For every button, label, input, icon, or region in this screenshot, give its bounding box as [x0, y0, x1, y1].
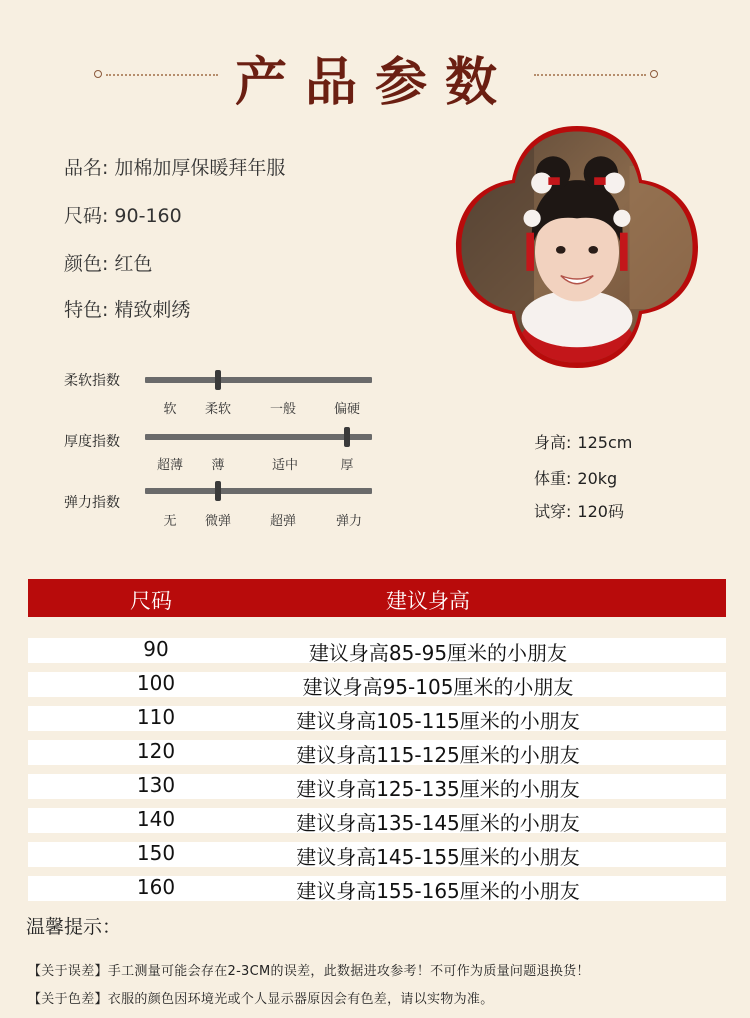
size-cell: 90: [143, 637, 169, 661]
table-row: [28, 638, 726, 663]
model-trial-value: 120码: [577, 502, 624, 521]
product-name-label: 品名:: [64, 157, 109, 179]
thickness-option: 薄: [211, 458, 225, 473]
model-trial-label: 试穿:: [534, 502, 572, 521]
size-cell: 150: [136, 841, 176, 865]
product-feature-value: 精致刺绣: [114, 299, 191, 321]
table-row: [28, 774, 726, 799]
table-row: [28, 876, 726, 901]
thickness-option: 适中: [271, 458, 299, 473]
model-trial-size: [534, 499, 624, 522]
size-cell: 110: [136, 705, 176, 729]
softness-option: 一般: [269, 402, 297, 417]
size-cell: 160: [136, 875, 176, 899]
height-cell: 建议身高115-125厘米的小朋友: [296, 743, 580, 767]
page-title: 产品参数: [234, 52, 515, 113]
product-color-label: 颜色:: [64, 253, 109, 275]
height-cell: 建议身高95-105厘米的小朋友: [302, 675, 574, 699]
tips-title: 温馨提示：: [26, 916, 122, 938]
table-row: [28, 740, 726, 765]
height-cell: 建议身高145-155厘米的小朋友: [296, 845, 580, 869]
model-weight-value: 20kg: [577, 469, 618, 488]
size-cell: 140: [136, 807, 176, 831]
thickness-index-track: [145, 434, 372, 440]
model-photo: [452, 122, 702, 372]
table-row: [28, 706, 726, 731]
model-height: [534, 430, 632, 453]
product-size-value: 90-160: [114, 205, 182, 227]
model-weight: [534, 466, 617, 489]
product-size-row: [64, 201, 182, 228]
table-row: [28, 808, 726, 833]
softness-index-marker: [215, 370, 221, 390]
elasticity-index-marker: [215, 481, 221, 501]
model-height-label: 身高:: [534, 433, 572, 452]
elasticity-option: 微弹: [204, 514, 232, 529]
elasticity-option: 超弹: [269, 514, 297, 529]
product-name-value: 加棉加厚保暖拜年服: [114, 157, 286, 179]
height-cell: 建议身高135-145厘米的小朋友: [296, 811, 580, 835]
product-color-value: 红色: [114, 253, 153, 275]
elasticity-index-track: [145, 488, 372, 494]
softness-index-track: [145, 377, 372, 383]
size-column-header: 尺码: [130, 589, 172, 613]
product-size-label: 尺码:: [64, 205, 109, 227]
height-cell: 建议身高125-135厘米的小朋友: [296, 777, 580, 801]
height-column-header: 建议身高: [386, 589, 470, 613]
product-feature-row: [64, 295, 190, 322]
product-color-row: [64, 249, 152, 276]
table-row: [28, 672, 726, 697]
height-cell: 建议身高105-115厘米的小朋友: [296, 709, 580, 733]
size-cell: 100: [136, 671, 176, 695]
size-table-header: [28, 579, 726, 617]
softness-option: 偏硬: [333, 402, 361, 417]
softness-option: 软: [163, 402, 177, 417]
title-decoration-right: [534, 71, 658, 77]
elasticity-option: 无: [163, 514, 177, 529]
size-cell: 120: [136, 739, 176, 763]
model-height-value: 125cm: [577, 433, 633, 452]
tip-measurement-error: 【关于误差】手工测量可能会存在2-3CM的误差，此数据进攻参考！不可作为质量问题退换货！: [28, 964, 590, 979]
thickness-index-label: 厚度指数: [64, 434, 120, 450]
thickness-option: 超薄: [156, 458, 184, 473]
tip-color-difference: 【关于色差】衣服的颜色因环境光或个人显示器原因会有色差，请以实物为准。: [28, 992, 494, 1007]
product-feature-label: 特色:: [64, 299, 109, 321]
thickness-option: 厚: [340, 458, 354, 473]
height-cell: 建议身高85-95厘米的小朋友: [308, 641, 568, 665]
softness-index-label: 柔软指数: [64, 373, 120, 389]
model-weight-label: 体重:: [534, 469, 572, 488]
table-row: [28, 842, 726, 867]
softness-option: 柔软: [204, 402, 232, 417]
thickness-index-marker: [344, 427, 350, 447]
elasticity-option: 弹力: [335, 514, 363, 529]
title-decoration-left: [94, 71, 218, 77]
elasticity-index-label: 弹力指数: [64, 495, 120, 511]
height-cell: 建议身高155-165厘米的小朋友: [296, 879, 580, 903]
size-cell: 130: [136, 773, 176, 797]
product-name-row: [64, 153, 285, 180]
